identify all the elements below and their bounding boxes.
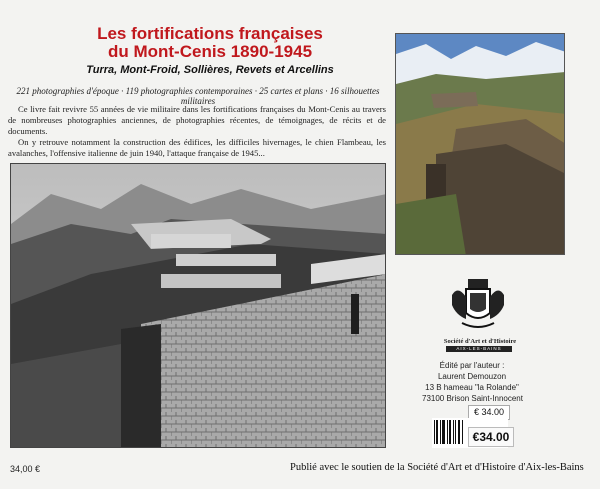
fort-photo-color — [395, 33, 565, 255]
editor-line-1: Édité par l'auteur : — [439, 361, 505, 370]
emblem-place: AIX-LES-BAINS — [456, 346, 502, 351]
title-line-1: Les fortifications françaises — [97, 24, 323, 43]
emblem-label — [440, 338, 520, 345]
editor-info — [422, 360, 522, 404]
stats-line: 221 photographies d'époque · 119 photographies contemporaines · 25 cartes et plans · 16 silhouettes militaires — [16, 86, 380, 106]
price-sticker-large: €34.00 — [468, 427, 514, 447]
editor-line-2: Laurent Demouzon — [437, 372, 507, 381]
emblem-name: Société d'Art et d'Histoire — [443, 338, 517, 345]
editor-line-3: 13 B hameau "la Rolande" — [425, 383, 519, 392]
description — [8, 104, 386, 159]
society-emblem — [448, 275, 508, 337]
support-credit: Publié avec le soutien de la Société d'Art et d'Histoire d'Aix-les-Bains — [290, 462, 584, 473]
title-line-2: du Mont-Cenis 1890-1945 — [107, 42, 313, 61]
description-paragraph-1: Ce livre fait revivre 55 années de vie militaire dans les fortifications françaises du Mont-Cenis au travers de nombreuses photographies anciennes, de photographies récentes, de témoignages, de récits et de documents. — [8, 104, 386, 136]
price-sticker-small: € 34.00 — [468, 405, 510, 420]
emblem-band — [446, 346, 512, 352]
subtitle: Turra, Mont-Froid, Sollières, Revets et Arcellins — [86, 64, 334, 76]
fort-photo-bw — [10, 163, 386, 448]
editor-line-4: 73100 Brison Saint-Innocent — [422, 394, 523, 403]
description-paragraph-2: On y retrouve notamment la construction des édifices, les difficiles hivernages, le chien Flambeau, les avalanches, l'offensive italienne de juin 1940, l'attaque française de 1945... — [8, 137, 386, 158]
price-label: 34,00 € — [10, 464, 41, 474]
